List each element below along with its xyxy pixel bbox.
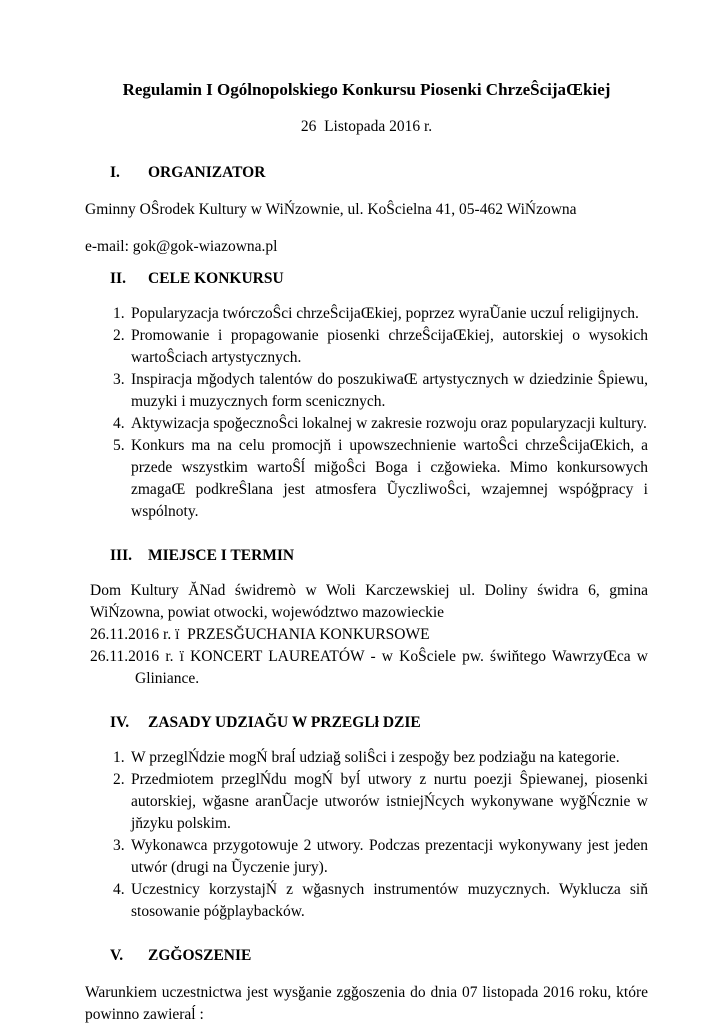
list-item-text: Uczestnicy korzystajŃ z wğasnych instrumentów muzycznych. Wyklucza siň stosowanie póğplaybacków. [131, 881, 648, 920]
section-numeral: II. [110, 270, 126, 287]
list-item-number: 2. [113, 771, 125, 788]
list-item-number: 5. [113, 437, 125, 454]
list-item [85, 325, 648, 369]
section-numeral: III. [110, 547, 132, 564]
organizer-email: e-mail: gok@gok-wiazowna.pl [85, 238, 278, 255]
list-item-text: Konkurs ma na celu promocjň i upowszechnienie wartoŜci chrzeŜcijaŒkich, a przede wszystkim wartoŜĺ miğoŜci Boga i czğowieka. Mimo konkursowych zmagaŒ podkreŜlana jest atmosfera ŨyczliwoŜci, wzajemnej wspóğpracy i wspólnoty. [131, 437, 648, 520]
section-heading-zgloszenie [85, 945, 648, 967]
list-item [85, 879, 648, 923]
section-heading-organizator [85, 162, 648, 184]
doc-date: 26 Listopada 2016 r. [300, 118, 433, 135]
section-label: ZGĞOSZENIE [148, 947, 252, 964]
venue-paragraph: Dom Kultury ĂNad świdremò w Woli Karczewskiej ul. Doliny świdra 6, gmina WiŃzowna, powiat otwocki, województwo mazowieckie [90, 582, 648, 621]
zasady-list [85, 747, 648, 923]
miejsce-block [90, 580, 648, 690]
section-heading-zasady [85, 712, 648, 734]
list-item-number: 4. [113, 415, 125, 432]
list-item-number: 1. [113, 749, 125, 766]
date-line-1: 26.11.2016 r. ï PRZESĞUCHANIA KONKURSOWE [90, 626, 430, 643]
section-label: ORGANIZATOR [148, 164, 266, 181]
section-label: MIEJSCE I TERMIN [148, 547, 295, 564]
list-item-text: W przeglŃdzie mogŃ braĺ udziağ soliŜci i zespoğy bez podziağu na kategorie. [131, 749, 620, 766]
section-numeral: V. [110, 947, 124, 964]
section-label: CELE KONKURSU [148, 270, 284, 287]
section-numeral: I. [110, 164, 120, 181]
doc-title: Regulamin I Ogólnopolskiego Konkursu Piosenki ChrzeŜcijaŒkiej [122, 80, 611, 99]
section-heading-cele [85, 268, 648, 290]
list-item-number: 2. [113, 327, 125, 344]
date-line-2: 26.11.2016 r. ï KONCERT LAUREATÓW - w KoŜciele pw. świňtego WawrzyŒca w [90, 648, 648, 665]
list-item-text: Wykonawca przygotowuje 2 utwory. Podczas prezentacji wykonywany jest jeden utwór (drugi na Ũyczenie jury). [131, 837, 648, 876]
list-item-text: Inspiracja mğodych talentów do poszukiwaŒ artystycznych w dziedzinie Ŝpiewu, muzyki i muzycznych form scenicznych. [131, 371, 648, 410]
section-numeral: IV. [110, 714, 130, 731]
date-line-2-continuation: Gliniance. [135, 670, 200, 687]
list-item [85, 413, 648, 435]
list-item-number: 3. [113, 371, 125, 388]
list-item-text: Promowanie i propagowanie piosenki chrzeŜcijaŒkiej, autorskiej o wysokich wartoŜciach artystycznych. [131, 327, 648, 366]
list-item-number: 4. [113, 881, 125, 898]
section-heading-miejsce [85, 545, 648, 567]
list-item [85, 747, 648, 769]
list-item [85, 769, 648, 835]
list-item-number: 3. [113, 837, 125, 854]
cele-list [85, 303, 648, 523]
organizer-address: Gminny OŜrodek Kultury w WiŃzownie, ul. KoŜcielna 41, 05-462 WiŃzowna [85, 201, 577, 218]
zgloszenie-paragraph: Warunkiem uczestnictwa jest wysğanie zgğoszenia do dnia 07 listopada 2016 roku, które powinno zawieraĺ : [85, 984, 648, 1023]
list-item [85, 435, 648, 523]
list-item-number: 1. [113, 305, 125, 322]
section-label: ZASADY UDZIAĞU W PRZEGLł DZIE [148, 714, 421, 731]
list-item [85, 835, 648, 879]
list-item-text: Aktywizacja spoğecznoŜci lokalnej w zakresie rozwoju oraz popularyzacji kultury. [131, 415, 647, 432]
list-item [85, 369, 648, 413]
list-item-text: Popularyzacja twórczoŜci chrzeŜcijaŒkiej, poprzez wyraŨanie uczuĺ religijnych. [131, 305, 639, 322]
list-item-text: Przedmiotem przeglŃdu mogŃ byĺ utwory z nurtu poezji Ŝpiewanej, piosenki autorskiej, wğasne aranŨacje utworów istniejŃcych wykonywane wyğŃcznie w jňzyku polskim. [131, 771, 648, 832]
list-item [85, 303, 648, 325]
